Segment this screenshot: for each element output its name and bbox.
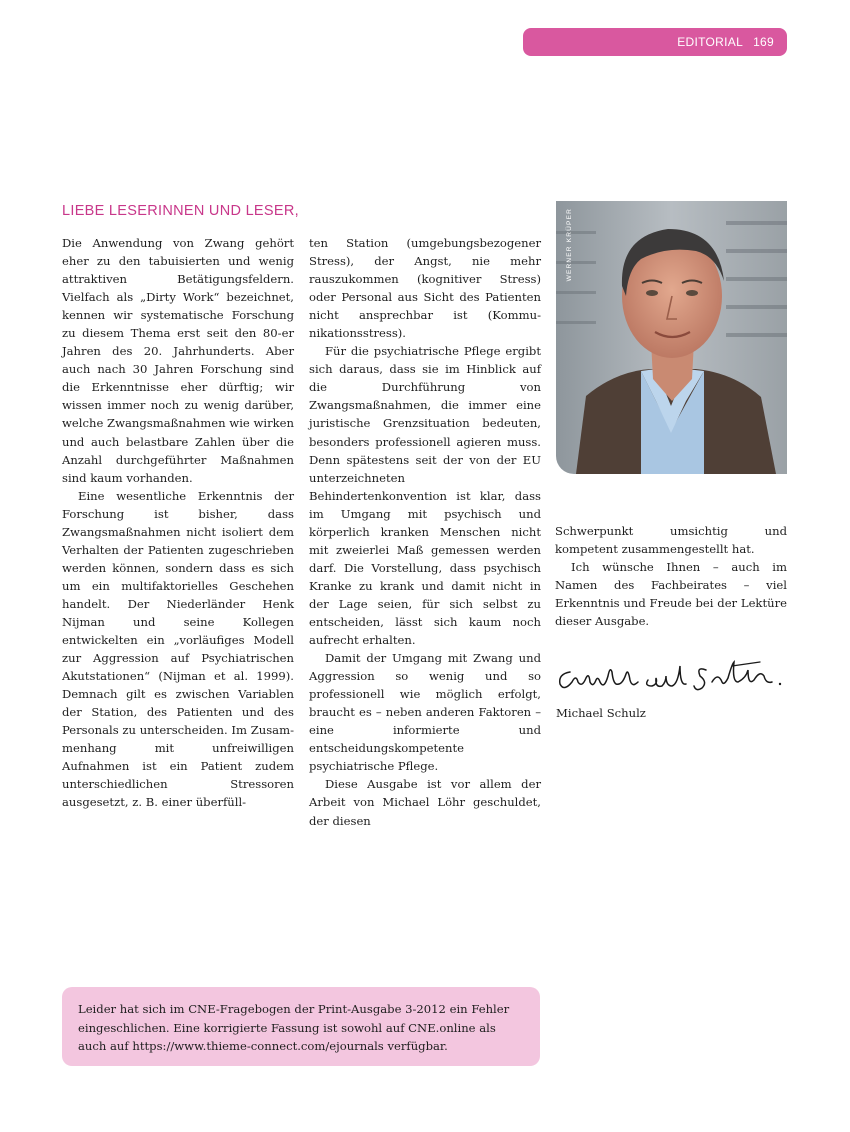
paragraph: Für die psychiatrische Pflege ergibt sich daraus, dass sie im Hinblick auf die Durchführung von Zwangsmaßnahmen, die immer eine juristische Grenzsituation bedeuten, besonders professionell agieren muss. Denn spätestens seit der von der EU unterzeichneten Behindertenkonvention ist klar, dass im Umgang mit psychisch und körperlich kranken Menschen nicht mit zweierlei Maß gemessen werden darf. Die Vorstellung, dass psychisch Kranke zu krank und damit nicht in der Lage seien, für sich selbst zu entscheiden, lässt sich kaum noch aufrecht erhalten.: [309, 344, 541, 648]
paragraph: Die Anwendung von Zwang gehört eher zu den tabuisierten und wenig attraktiven Betätigungsfeldern. Vielfach als „Dirty Work“ bezeichnet, kennen wir systematische Forschung zu diesem Thema erst seit den 80-er Jahren des 20. Jahrhunderts. Aber auch nach 30 Jahren Forschung sind die Erkenntnisse eher dürftig; wir wissen immer noch zu wenig darüber, welche Zwangsmaßnahmen wie wirken und auch belastbare Zahlen über die Anzahl durchgeführter Maßnahmen sind kaum vorhanden.: [62, 236, 294, 485]
notice-box: Leider hat sich im CNE-Fragebogen der Print-Ausgabe 3-2012 ein Fehler eingeschlichen. Eine korrigierte Fassung ist sowohl auf CNE.online als auch auf https://www.thieme-connect.com/ejournals verfügbar.: [62, 987, 540, 1066]
photo-credit: WERNER KRÜPER: [566, 208, 573, 282]
paragraph: Ich wünsche Ihnen – auch im Namen des Fachbeirates – viel Erkenntnis und Freude bei der Lektüre dieser Ausgabe.: [555, 560, 787, 629]
paragraph: Diese Ausgabe ist vor allem der Arbeit von Michael Löhr geschuldet, der diesen: [309, 777, 541, 828]
text-column-2: [309, 234, 541, 830]
text-column-3: [555, 522, 787, 630]
paragraph: ten Station (umgebungsbezogener Stress), der Angst, nie mehr rauszukommen (kognitiver Stress) oder Personal aus Sicht des Patienten nicht ansprechbar ist (Kommunikationsstress).: [309, 236, 541, 341]
author-photo: [556, 201, 787, 474]
handwritten-signature: [556, 652, 788, 698]
header-tab: [523, 28, 787, 56]
section-label: EDITORIAL: [677, 35, 744, 49]
paragraph: Schwerpunkt umsichtig und kompetent zusammengestellt hat.: [555, 524, 787, 557]
text-column-1: [62, 234, 294, 812]
page-number: 169: [753, 35, 774, 49]
paragraph: Damit der Umgang mit Zwang und Aggression so wenig und so professionell wie möglich erfolgt, braucht es – neben anderen Faktoren – eine informierte und entscheidungskompetente psychiatrische Pflege.: [309, 651, 541, 774]
paragraph: Eine wesentliche Erkenntnis der Forschung ist bisher, dass Zwangsmaßnahmen nicht isoliert dem Verhalten der Patienten zugeschrieben werden können, sondern dass es sich um ein multifaktorielles Geschehen handelt. Der Niederländer Henk Nijman und seine Kollegen entwickelten ein „vorläufiges Modell zur Aggression auf Psychiatrischen Akutstationen“ (Nijman et al. 1999). Demnach gilt es zwischen Variablen der Station, des Patienten und des Personals zu unterscheiden. Im Zusammenhang mit unfreiwilligen Aufnahmen ist ein Patient zudem unterschiedlichen Stressoren ausgesetzt, z. B. einer überfüll-: [62, 488, 294, 810]
signature-name: Michael Schulz: [556, 706, 646, 720]
editorial-title: LIEBE LESERINNEN UND LESER,: [62, 203, 299, 219]
